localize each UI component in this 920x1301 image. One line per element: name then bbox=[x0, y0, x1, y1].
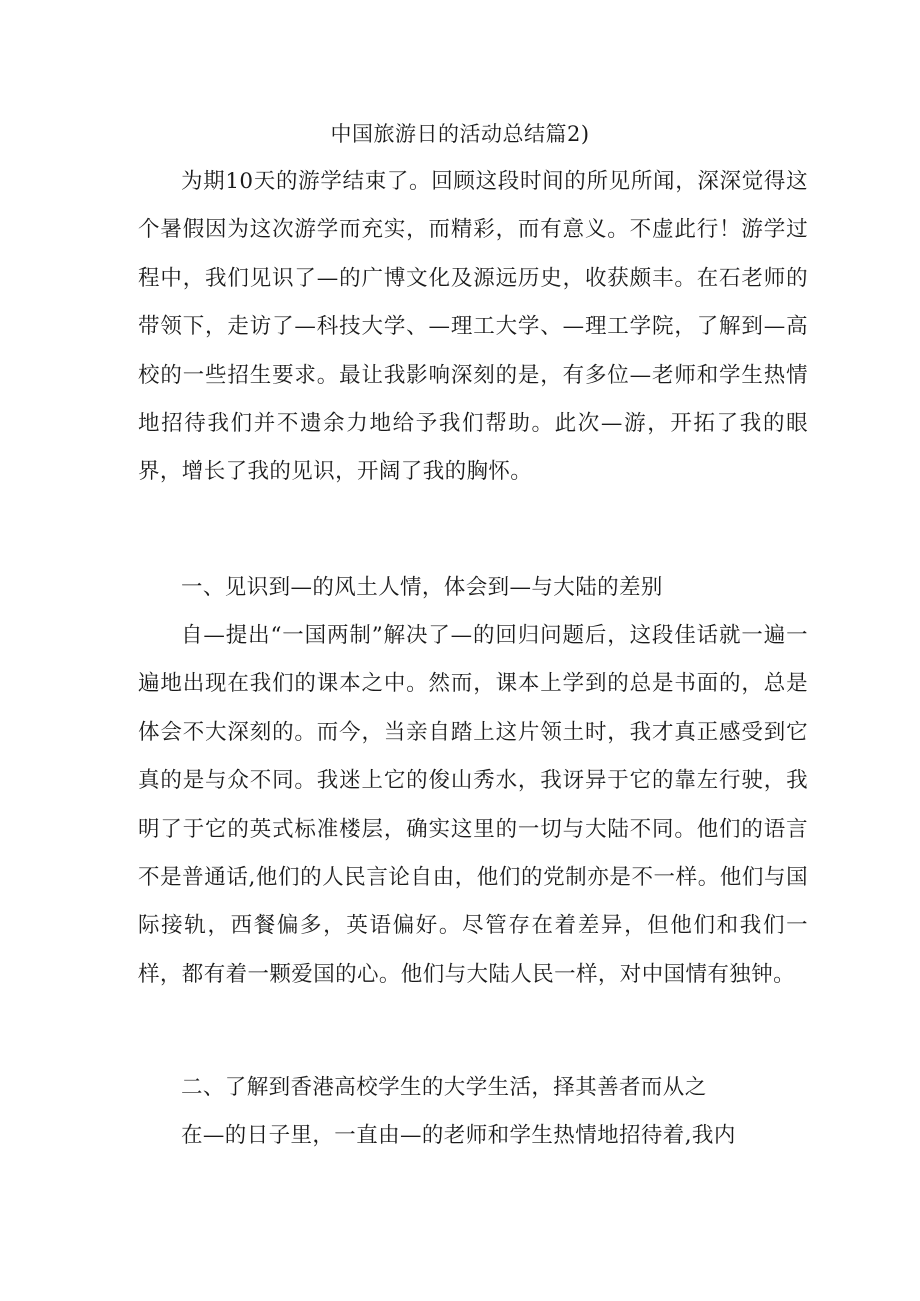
section-heading-1: 一、见识到—的风土人情，体会到—与大陆的差别 bbox=[181, 575, 663, 600]
intro-paragraph: 为期10天的游学结束了。回顾这段时间的所见所闻，深深觉得这个暑假因为这次游学而充实，而精彩，而有意义。不虚此行！游学过程中，我们见识了—的广博文化及源远历史，收获颇丰。在石老师的带领下，走访了—科技大学、—理工大学、—理工学院，了解到—高校的一些招生要求。最让我影响深刻的是，有多位—老师和学生热情地招待我们并不遗余力地给予我们帮助。此次—游，开拓了我的眼界，增长了我的见识，开阔了我的胸怀。 bbox=[138, 169, 808, 485]
section-heading-2: 二、了解到香港高校学生的大学生活，择其善者而从之 bbox=[181, 1075, 707, 1100]
section-2-paragraph: 在—的日子里，一直由—的老师和学生热情地招待着,我内 bbox=[181, 1123, 736, 1148]
document-title: 中国旅游日的活动总结篇2) bbox=[330, 122, 590, 146]
section-1-paragraph: 自—提出“一国两制”解决了—的回归问题后，这段佳话就一遍一遍地出现在我们的课本之中。然而，课本上学到的总是书面的，总是体会不大深刻的。而今，当亲自踏上这片领土时，我才真正感受到它真的是与众不同。我迷上它的俊山秀水，我讶异于它的靠左行驶，我明了于它的英式标准楼层，确实这里的一切与大陆不同。他们的语言不是普通话,他们的人民言论自由，他们的党制亦是不一样。他们与国际接轨，西餐偏多，英语偏好。尽管存在着差异，但他们和我们一样，都有着一颗爱国的心。他们与大陆人民一样，对中国情有独钟。 bbox=[138, 623, 808, 987]
